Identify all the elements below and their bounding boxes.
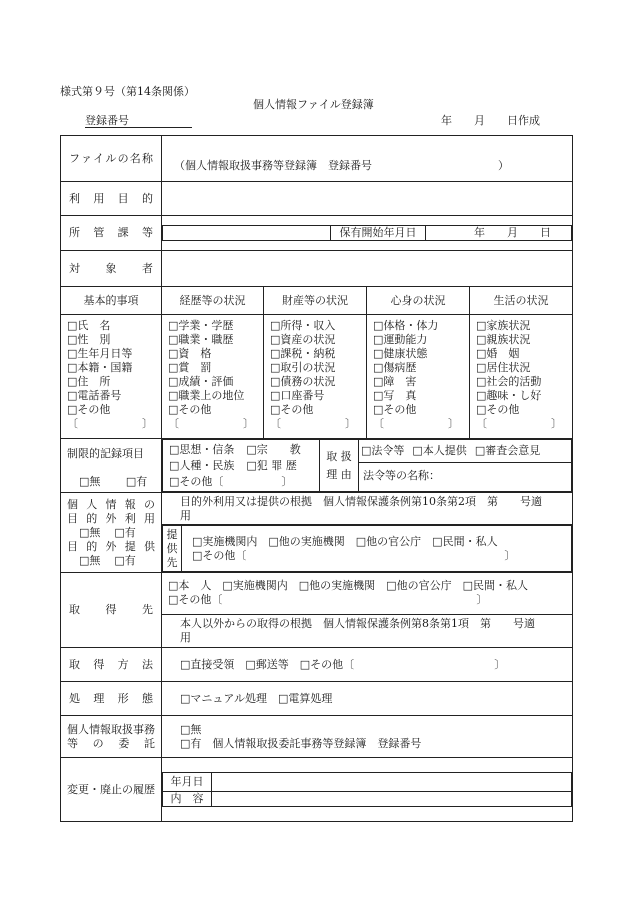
file-name-field[interactable] [162,136,573,182]
checkbox-taxation[interactable]: □課税・納税 [270,347,336,360]
checkbox-photo[interactable]: □写 真 [373,389,417,402]
col-header-career: 経歴等の状況 [162,287,264,315]
checkbox-provide-other[interactable]: □その他〔 [192,548,247,562]
source-label: 取得先 [61,573,162,648]
history-date-label: 年月日 [163,773,212,792]
col-life [470,315,573,439]
checkbox-medical-history[interactable]: □傷病歴 [373,361,417,374]
checkbox-restricted-none[interactable]: □無 [79,475,101,488]
checkbox-marriage[interactable]: □婚 姻 [476,347,520,360]
history-row [162,758,573,822]
external-basis: 目的外利用又は提供の根拠 個人情報保護条例第10条第2項 第 号適 用 [162,493,572,525]
registry-form [60,135,573,822]
registration-number-line [85,127,192,128]
history-label: 変更・廃止の履歴 [61,758,162,822]
checkbox-assets[interactable]: □資産の状況 [270,333,336,346]
checkbox-disability[interactable]: □障 害 [373,375,417,388]
checkbox-council[interactable]: □審査会意見 [474,444,541,457]
checkbox-use-none[interactable]: □無 [79,525,101,539]
start-date-label: 保有開始年月日 [331,226,426,241]
col-header-life: 生活の状況 [470,287,573,315]
checkbox-relatives[interactable]: □親族状況 [476,333,531,346]
purpose-field[interactable] [162,182,573,216]
source-row: □本 人 □実施機関内 □他の実施機関 □他の官公庁 □民間・私人 □その他〔 〕 本人以外からの取得の根拠 個人情報保護条例第8条第1項 第 号適 用 [162,573,573,648]
checkbox-law[interactable]: □法令等 [361,444,405,457]
col-assets [264,315,367,439]
checkbox-provide-none[interactable]: □無 [79,553,101,567]
checkbox-belief[interactable]: □思想・信条 [169,443,235,456]
checkbox-health[interactable]: □健康状態 [373,347,428,360]
purpose-label: 利用目的 [61,182,162,216]
handling-reason-area [359,440,572,492]
checkbox-debts[interactable]: □債務の状況 [270,375,336,388]
form-number: 様式第９号（第14条関係） [60,85,195,98]
checkbox-athletic[interactable]: □運動能力 [373,333,428,346]
restricted-label-cell [61,439,162,493]
external-row [162,493,573,573]
checkbox-self-provided[interactable]: □本人提供 [412,444,467,457]
registration-number-label: 登録番号 [85,114,129,127]
delegation-label-cell: 個人情報取扱事務 等 の 委 託 [61,716,162,758]
checkbox-restricted-yes[interactable]: □有 [125,475,148,488]
checkbox-family[interactable]: □家族状況 [476,319,531,332]
col-header-basic: 基本的事項 [61,287,162,315]
checkbox-income[interactable]: □所得・収入 [270,319,336,332]
target-label: 対象者 [61,251,162,287]
checkbox-source-other[interactable]: □その他〔 [168,593,223,606]
checkbox-domicile[interactable]: □本籍・国籍 [67,361,133,374]
source-checkboxes[interactable]: □本 人 □実施機関内 □他の実施機関 □他の官公庁 □民間・私人 [168,579,528,592]
checkbox-awards[interactable]: □賞 罰 [168,361,212,374]
created-date: 年 月 日作成 [441,114,540,127]
checkbox-name[interactable]: □氏 名 [67,319,111,332]
col-header-health: 心身の状況 [367,287,470,315]
method-options: □直接受領 □郵送等 □その他〔 〕 [162,648,573,682]
checkbox-use-yes[interactable]: □有 [114,525,136,539]
restricted-items: □思想・信条 □宗 教 □人種・民族 □犯 罪 歴 □その他〔 〕 [163,440,320,492]
checkbox-education[interactable]: □学業・学歴 [168,319,234,332]
col-header-assets: 財産等の状況 [264,287,367,315]
law-name-field[interactable]: 法令等の名称： [363,469,440,482]
checkbox-other-assets[interactable]: □その他 [270,403,314,416]
checkbox-other-life[interactable]: □その他 [476,403,520,416]
checkbox-phone[interactable]: □電話番号 [67,389,122,402]
start-date-field[interactable]: 年 月 日 [426,226,572,241]
handling-reason-label: 取 扱 理 由 [320,440,359,492]
checkbox-occupation[interactable]: □職業・職歴 [168,333,234,346]
checkbox-criminal[interactable]: □犯 罪 歴 [246,459,297,472]
history-content-field[interactable] [212,792,572,807]
restricted-row [162,439,573,493]
checkbox-account[interactable]: □口座番号 [270,389,325,402]
dept-label: 所管課等 [61,216,162,251]
restricted-label: 制限的記録項目 [67,447,144,460]
file-name-note: （個人情報取扱事務等登録簿 登録番号 [174,159,372,172]
history-content-label: 内 容 [163,792,212,807]
delegation-options [162,716,573,758]
dept-row [162,216,573,251]
col-health [367,315,470,439]
file-name-label: ファイルの名称 [61,136,162,182]
history-date-field[interactable] [212,773,572,792]
method-label: 取得方法 [61,648,162,682]
external-label-cell: 個人情報の 目的外利用 □無 □有 目的外提供 □無 □有 [61,493,162,573]
checkbox-restricted-other[interactable]: □その他〔 [169,475,224,488]
other-basic-bracket[interactable]: 〔 〕 [67,417,153,430]
checkbox-other-basic[interactable]: □その他 [67,403,111,416]
checkbox-other-career[interactable]: □その他 [168,403,212,416]
checkbox-address[interactable]: □住 所 [67,375,111,388]
dept-field[interactable] [163,226,331,241]
col-basic [61,315,162,439]
checkbox-provide-yes[interactable]: □有 [114,553,136,567]
other-career-bracket[interactable]: 〔 〕 [168,417,254,430]
provide-dest-checkboxes[interactable]: □実施機関内 □他の実施機関 □他の官公庁 □民間・私人 [192,534,498,548]
checkbox-hobbies[interactable]: □趣味・し好 [476,389,542,402]
checkbox-position[interactable]: □職業上の地位 [168,389,245,402]
checkbox-birthdate[interactable]: □生年月日等 [67,347,133,360]
checkbox-qualification[interactable]: □資 格 [168,347,212,360]
col-career [162,315,264,439]
checkbox-delegation-none[interactable]: □無 [180,722,202,736]
checkbox-evaluation[interactable]: □成績・評価 [168,375,234,388]
processing-label: 処理形態 [61,682,162,716]
checkbox-residence[interactable]: □居住状況 [476,361,531,374]
checkbox-race[interactable]: □人種・民族 [169,459,235,472]
checkbox-other-health[interactable]: □その他 [373,403,417,416]
checkbox-social[interactable]: □社会的活動 [476,375,542,388]
target-field[interactable] [162,251,573,287]
provide-dest-options: □実施機関内 □他の実施機関 □他の官公庁 □民間・私人 □その他〔 〕 [182,526,572,572]
checkbox-delegation-yes[interactable]: □有 個人情報取扱委託事務等登録簿 登録番号 [180,736,422,750]
other-life-bracket[interactable]: 〔 〕 [476,417,562,430]
processing-options[interactable]: □マニュアル処理 □電算処理 [162,682,573,716]
source-basis: 本人以外からの取得の根拠 個人情報保護条例第8条第1項 第 号適 用 [180,617,535,644]
form-title: 個人情報ファイル登録簿 [253,98,374,111]
other-assets-bracket[interactable]: 〔 〕 [270,417,356,430]
other-health-bracket[interactable]: 〔 〕 [373,417,459,430]
method-checkboxes[interactable]: □直接受領 □郵送等 □その他〔 [180,657,355,671]
checkbox-sex[interactable]: □性 別 [67,333,111,346]
checkbox-physique[interactable]: □体格・体力 [373,319,439,332]
checkbox-transactions[interactable]: □取引の状況 [270,361,336,374]
provide-dest-label: 提 供 先 [163,526,182,572]
file-name-close: ） [498,159,509,172]
checkbox-religion[interactable]: □宗 教 [246,443,301,456]
